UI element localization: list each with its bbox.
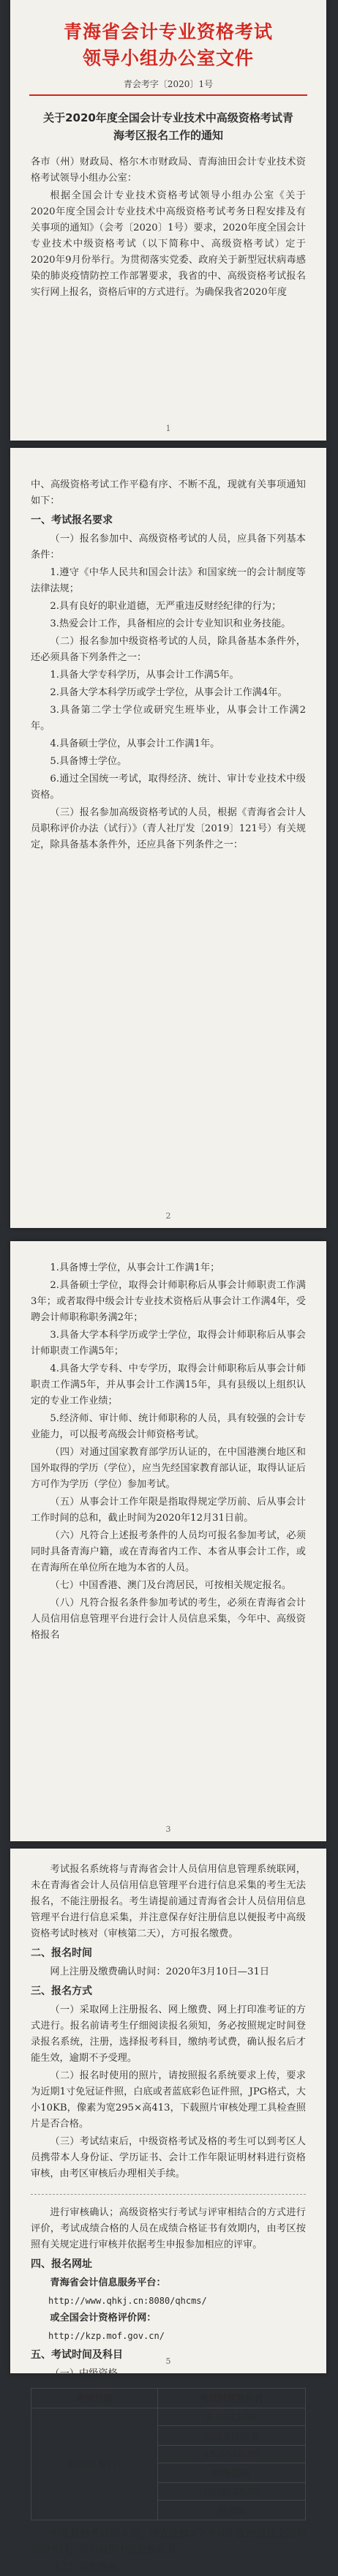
paragraph: 中、高级资格考试工作平稳有序、不断不乱，现就有关事项通知如下： [31, 479, 306, 506]
document-page-2 [10, 448, 326, 1228]
notice-title: 关于2020年度全国会计专业技术中高级资格考试青海考区报名工作的通知 [43, 111, 293, 142]
page-number: 5 [165, 2356, 171, 2366]
addressee: 各市（州）财政局、格尔木市财政局、青海油田会计专业技术资格考试领导小组办公室： [31, 157, 306, 184]
paragraph: （一）采取网上注册报名、网上缴费、网上打印准考证的方式进行。报名前请考生仔细阅读报名须知，务必按照规定时间登录报名系统，注册，选择报考科目，缴纳考试费，确认报名后才能生效，逾期不予受理。 [31, 2004, 306, 2064]
list-item: 6.通过全国统一考试，取得经济、统计、审计专业技术中级资格。 [31, 774, 306, 801]
paragraph: （七）中国香港、澳门及台湾居民，可按相关规定报名。 [50, 1580, 292, 1591]
document-page-1 [10, 0, 326, 441]
list-item: 2.具备硕士学位，取得会计师职称后从事会计师职责工作满3年；或者取得中级会计专业技术资格后从事会计工作满4年，受聘会计师职称职务满2年； [31, 1280, 306, 1323]
section-heading: 三、报名方式 [31, 1985, 92, 1997]
list-item: 1.具备大学专科学历，从事会计工作满5年。 [50, 670, 239, 681]
page-number: 3 [165, 1824, 171, 1834]
paragraph: 考试报名系统将与青海省会计人员信用信息管理系统联网，未在青海省会计人员信用信息管理平台进行信息采集的考生无法报名，不能注册报名。考生请提前通过青海省会计人员信用信息管理平台进行信息采集，并注意保存好注册信息以便报考中高级资格考试时核对（审核第二天），方可报名缴费。 [31, 1864, 306, 1939]
list-item: 3.具备大学本科学历或学士学位，取得会计师职称后从事会计师职责工作满5年； [31, 1330, 306, 1357]
list-item: 2.具备大学本科学历或学士学位，从事会计工作满4年。 [50, 687, 288, 698]
paragraph: （八）凡符合报名条件参加考试的考生，必须在青海省会计人员信用信息管理平台进行会计人员信息采集，今年中、高级资格报名 [31, 1598, 306, 1641]
table-header: 考试时间及科目 [157, 2389, 305, 2408]
exam-schedule-table [31, 2388, 306, 2520]
table-cell: 13:30-16:00 [157, 2446, 305, 2463]
paragraph: （四）对通过国家教育部学历认证的，在中国港澳台地区和国外取得的学历（学位），应当先经国家教育部认证，取得认证后方可作为学历（学位）参加考试。 [31, 1447, 306, 1490]
paragraph: （二）报名时使用的照片，请按照报名系统要求上传，要求为近期1寸免冠证件照，白底或者蓝底彩色证件照，JPG格式，大小10KB，像素为宽295×高413，下载照片审核处理工具检查照片是否合格。 [31, 2070, 306, 2130]
list-item: 5.经济师、审计师、统计师职称的人员，具有较强的会计专业能力，可以报考高级会计师资格考试。 [31, 1413, 306, 1440]
list-item: 4.具备硕士学位，从事会计工作满1年。 [50, 738, 220, 749]
list-item: 5.具备博士学位。 [50, 756, 127, 767]
section-heading: 四、报名网址 [31, 2258, 92, 2270]
list-item: 3.具备第二学士学位或研究生班毕业，从事会计工作满2年。 [31, 705, 306, 732]
table-cell: 8:30-11:30 [157, 2408, 305, 2426]
list-item: 4.具备大学专科、中专学历，取得会计师职称后从事会计师职责工作满5年，并从事会计工作满15年，具有县级以上组织认定的专业工作业绩； [31, 1363, 306, 1407]
section-heading: 二、报名时间 [31, 1947, 92, 1959]
website-link[interactable]: http://www.qhkj.cn:8080/qhcms/ [48, 2296, 207, 2306]
paragraph: （三）考试结束后，中级资格考试及格的考生可以到考区人员携带本人身份证、学历证书、会计工作年限证明材料进行资格审核，由考区审核后办理相关手续。 [31, 2136, 306, 2179]
link-label: 或全国会计资格评价网： [50, 2313, 157, 2324]
list-item: 3.热爱会计工作，具备相应的会计专业知识和业务技能。 [50, 618, 291, 629]
paragraph: （三）报名参加高级资格考试的人员，根据《青海省会计人员职称评价办法（试行）》（青人社厅发〔2019〕121号）有关规定，除具备基本条件外，还应具备下列条件之一： [31, 807, 306, 850]
paragraph: 进行审核确认；高级资格实行考试与评审相结合的方式进行评价，考试成绩合格的人员在成绩合格证书有效期内，由考区按照有关规定进行审核并依据考生申报参加相应的评审。 [31, 2207, 306, 2250]
table-row [31, 2408, 306, 2426]
list-item: 1.具备博士学位，从事会计工作满1年； [50, 1262, 220, 1273]
section-heading: 五、考试时间及科目 [31, 2349, 123, 2361]
sub-heading: （一）中级资格 [50, 2368, 118, 2379]
paragraph: （二）报名参加中级资格考试的人员，除具备基本条件外，还必须具备下列条件之一： [31, 636, 306, 663]
document-page-3 [10, 1241, 326, 1841]
link-label: 青海省会计信息服务平台： [50, 2277, 166, 2288]
page-number: 2 [165, 1211, 171, 1221]
table-cell: 中级会计实务 [157, 2426, 305, 2446]
list-item: 1.遵守《中华人民共和国会计法》和国家统一的会计制度等法律法规； [31, 567, 306, 594]
page-break [31, 2184, 306, 2195]
table-cell: 18:00-20:30 [157, 2483, 305, 2501]
issuing-org-line-1: 青海省会计专业资格考试 [63, 21, 273, 42]
website-link[interactable]: http://kzp.mof.gov.cn/ [48, 2331, 165, 2341]
exam-date-cell: 9月5日至7日 [31, 2408, 158, 2520]
paragraph: （五）从事会计工作年限是指取得规定学历前、后从事会计工作时间的总和，截止时间为2020年12月31日前。 [31, 1497, 306, 1524]
red-divider-line [29, 94, 307, 96]
document-page-4 [10, 1849, 326, 2573]
table-cell: 财务管理 [157, 2463, 305, 2483]
section-heading: 一、考试报名要求 [31, 514, 113, 526]
list-item: 2.具有良好的职业道德，无严重违反财经纪律的行为； [50, 601, 282, 612]
page-number: 1 [165, 424, 171, 433]
issuing-org-line-2: 领导小组办公室文件 [82, 48, 254, 69]
paragraph: 网上注册及缴费确认时间：2020年3月10日—31日 [50, 1966, 270, 1977]
table-cell: 经济法 [157, 2501, 305, 2520]
sub-heading: （二）高级资格 [50, 2562, 118, 2573]
paragraph: （六）凡符合上述报考条件的人员均可报名参加考试，必须同时具备青海户籍，或在青海省内工作、本省从事会计工作，或在青海所在单位所在地为本省的人员。 [31, 1530, 306, 1573]
table-header-row [31, 2389, 306, 2408]
document-number: 青会考字〔2020〕1号 [123, 79, 214, 89]
paragraph: （一）报名参加中、高级资格考试的人员，应具备下列基本条件： [31, 533, 306, 561]
table-header: 考试日期 [31, 2389, 158, 2408]
notice-body: 根据全国会计专业技术资格考试领导小组办公室《关于2020年度全国会计专业技术中高级资格考试考务日程安排及有关事项的通知》（会考〔2020〕1号）要求，2020年度全国会计专业技术中级资格考试（以下简称中、高级资格考试）定于2020年9月份举行。为贯彻落实党委、政府关于新型冠状病毒感染的肺炎疫情防控工作部署要求，我省的中、高级资格考试报名实行网上报名，资格后审的方式进行。为确保我省2020年度 [31, 190, 306, 298]
paragraph: 中级资格考试的人员，应在连续2个考试年度内通过全部科目的考试，方可取得中级资格证书。 [31, 2528, 306, 2556]
